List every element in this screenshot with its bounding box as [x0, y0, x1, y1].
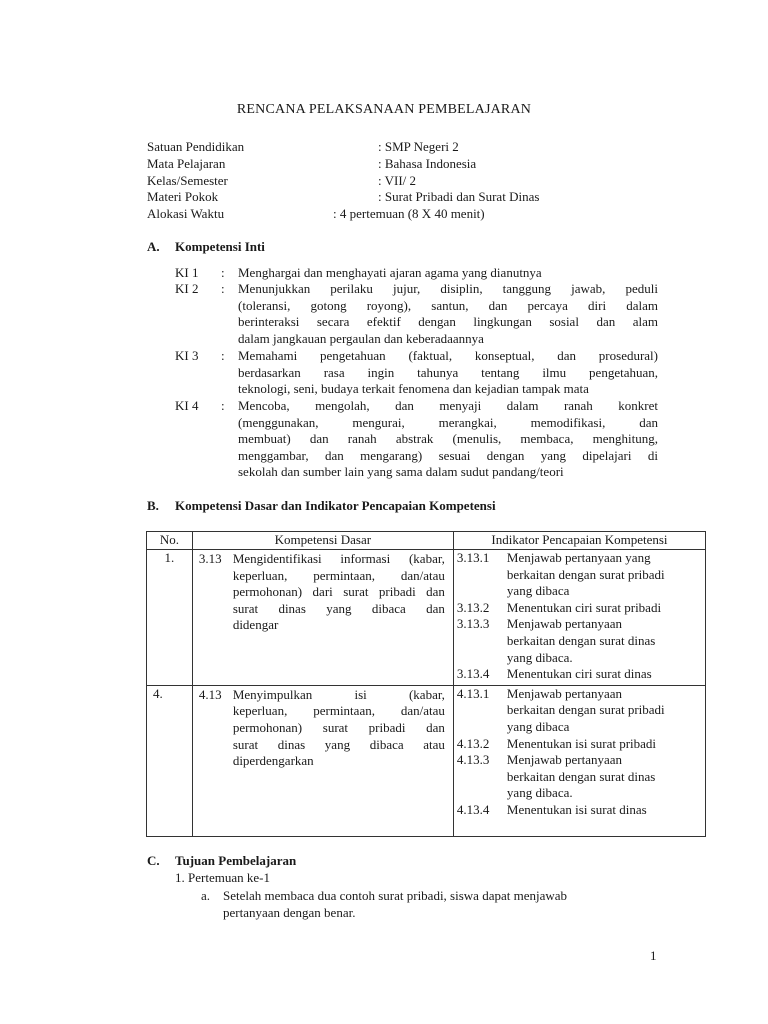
kd-line: surat dinas yang dibaca dan	[232, 600, 445, 616]
info-value-satuan: : SMP Negeri 2	[378, 139, 459, 154]
indicator-code: 4.13.4	[456, 801, 490, 817]
ki-1-text	[238, 265, 658, 282]
kd-code: 4.13	[198, 686, 222, 702]
indicator-line: Menjawab pertanyaan yang	[506, 550, 651, 565]
ki-4-code: KI 4	[175, 398, 199, 413]
indicator-code: 3.13.3	[456, 616, 490, 632]
row-2-indicators	[453, 685, 705, 836]
header-kd: Kompetensi Dasar	[192, 532, 453, 550]
section-a-title: Kompetensi Inti	[175, 239, 265, 254]
section-b-heading	[147, 498, 496, 515]
sub-a-line: pertanyaan dengan benar.	[223, 905, 356, 920]
ki-3-line: berdasarkan rasa ingin tahunya tentang ilmu pengetahuan,	[238, 364, 658, 380]
row-2-kd	[192, 685, 453, 836]
indicator-item	[457, 666, 701, 683]
ki-4-line: (menggunakan, mengurai, merangkai, memodifikasi, dan	[238, 414, 658, 430]
indicator-item	[457, 752, 701, 802]
info-value-kelas: : VII/ 2	[378, 173, 417, 188]
ki-3-colon: :	[221, 348, 225, 363]
document-title: RENCANA PELAKSANAAN PEMBELAJARAN	[236, 102, 532, 117]
competency-table	[146, 531, 706, 837]
indicator-line: berkaitan dengan surat dinas	[506, 632, 656, 648]
kd-line: didengar	[232, 617, 279, 633]
section-b-letter: B.	[147, 498, 159, 513]
section-c-title: Tujuan Pembelajaran	[175, 853, 297, 868]
section-c-letter: C.	[147, 853, 160, 868]
indicator-line: Menentukan isi surat dinas	[506, 801, 647, 817]
ki-3-line: Memahami pengetahuan (faktual, konseptual, dan prosedural)	[238, 348, 658, 363]
ki-4-line: sekolah dan sumber lain yang sama dalam sudut pandang/teori	[238, 464, 564, 480]
ki-1-line: Menghargai dan menghayati ajaran agama yang dianutnya	[238, 265, 542, 280]
table-header-row	[147, 532, 706, 550]
header-indicator: Indikator Pencapaian Kompetensi	[453, 532, 705, 550]
indicator-line: yang dibaca.	[506, 785, 573, 801]
indicator-line: yang dibaca.	[506, 649, 573, 665]
row-1-indicators	[453, 550, 705, 686]
indicator-line: berkaitan dengan surat pribadi	[506, 702, 665, 718]
header-no: No.	[147, 532, 193, 550]
indicator-line: Menentukan ciri surat dinas	[506, 666, 652, 682]
ki-3-code: KI 3	[175, 348, 199, 363]
kd-line: permohonan) dari surat pribadi dan	[232, 584, 445, 600]
indicator-item	[457, 736, 701, 753]
ki-1-code: KI 1	[175, 265, 199, 280]
kd-line: diperdengarkan	[232, 753, 314, 769]
indicator-item	[457, 550, 701, 600]
ki-3-text	[238, 348, 658, 398]
ki-2-colon: :	[221, 281, 225, 296]
kd-code: 3.13	[198, 551, 222, 566]
ki-2-text	[238, 281, 658, 347]
indicator-line: Menjawab pertanyaan	[506, 616, 623, 632]
kd-line: keperluan, permintaan, dan/atau	[232, 703, 445, 719]
kd-line: surat dinas yang dibaca atau	[232, 736, 445, 752]
indicator-item	[457, 616, 701, 666]
ki-2-line: berinteraksi secara efektif dengan lingkungan sosial dan alam	[238, 314, 658, 330]
indicator-code: 3.13.2	[456, 599, 490, 615]
ki-4-text	[238, 398, 658, 481]
kd-line: Menyimpulkan isi (kabar,	[232, 686, 445, 702]
indicator-item	[457, 600, 701, 617]
info-label-kelas: Kelas/Semester	[147, 173, 228, 188]
indicator-line: yang dibaca	[506, 718, 570, 734]
kd-line: permohonan) surat pribadi dan	[232, 719, 445, 735]
indicator-code: 3.13.4	[456, 666, 490, 682]
info-label-mapel: Mata Pelajaran	[147, 156, 226, 171]
indicator-item	[457, 686, 701, 736]
indicator-line: Menentukan isi surat pribadi	[506, 735, 657, 751]
ki-3-line: teknologi, seni, budaya terkait fenomena dan kejadian tampak mata	[238, 381, 589, 397]
section-b-title: Kompetensi Dasar dan Indikator Pencapaian Kompetensi	[175, 498, 496, 513]
row-2-no: 4.	[147, 685, 193, 836]
info-value-mapel: : Bahasa Indonesia	[378, 156, 477, 171]
indicator-line: Menentukan ciri surat pribadi	[506, 599, 662, 615]
ki-2-line: (toleransi, gotong royong), santun, dan percaya diri dalam	[238, 297, 658, 313]
section-c-heading	[147, 853, 296, 870]
section-a-heading	[147, 239, 265, 256]
ki-2-line: Menunjukkan perilaku jujur, disiplin, tanggung jawab, peduli	[238, 281, 658, 296]
info-value-materi: : Surat Pribadi dan Surat Dinas	[378, 189, 540, 204]
indicator-item	[457, 802, 701, 819]
indicator-code: 4.13.1	[456, 685, 490, 701]
indicator-line: yang dibaca	[506, 583, 570, 599]
indicator-code: 4.13.2	[456, 735, 490, 751]
ki-4-line: menggambar, dan mengarang) sesuai dengan yang dipelajari di	[238, 447, 658, 463]
meeting-1-item: 1. Pertemuan ke-1	[175, 870, 270, 885]
row-1-no: 1.	[147, 550, 193, 686]
section-a-letter: A.	[147, 239, 160, 254]
page-number: 1	[650, 948, 657, 963]
sub-a-marker: a.	[201, 888, 211, 903]
info-value-alokasi: : 4 pertemuan (8 X 40 menit)	[333, 206, 485, 221]
indicator-code: 4.13.3	[456, 752, 490, 768]
ki-2-code: KI 2	[175, 281, 199, 296]
kd-line: keperluan, permintaan, dan/atau	[232, 567, 445, 583]
indicator-line: berkaitan dengan surat dinas	[506, 768, 656, 784]
sub-a-line: Setelah membaca dua contoh surat pribadi, siswa dapat menjawab	[223, 888, 568, 903]
indicator-code: 3.13.1	[456, 550, 490, 565]
ki-2-line: dalam jangkauan pergaulan dan keberadaannya	[238, 330, 484, 346]
ki-1-colon: :	[221, 265, 225, 280]
ki-4-colon: :	[221, 398, 225, 413]
row-1-kd	[192, 550, 453, 686]
info-label-materi: Materi Pokok	[147, 189, 219, 204]
info-label-alokasi: Alokasi Waktu	[147, 206, 225, 221]
ki-4-line: Mencoba, mengolah, dan menyaji dalam ranah konkret	[238, 398, 658, 413]
ki-4-line: membuat) dan ranah abstrak (menulis, membaca, menghitung,	[238, 431, 658, 447]
table-row	[147, 550, 706, 686]
kd-line: Mengidentifikasi informasi (kabar,	[232, 551, 445, 566]
indicator-line: Menjawab pertanyaan	[506, 752, 623, 768]
info-label-satuan: Satuan Pendidikan	[147, 139, 245, 154]
indicator-line: berkaitan dengan surat pribadi	[506, 566, 665, 582]
indicator-line: Menjawab pertanyaan	[506, 685, 623, 701]
table-row	[147, 685, 706, 836]
